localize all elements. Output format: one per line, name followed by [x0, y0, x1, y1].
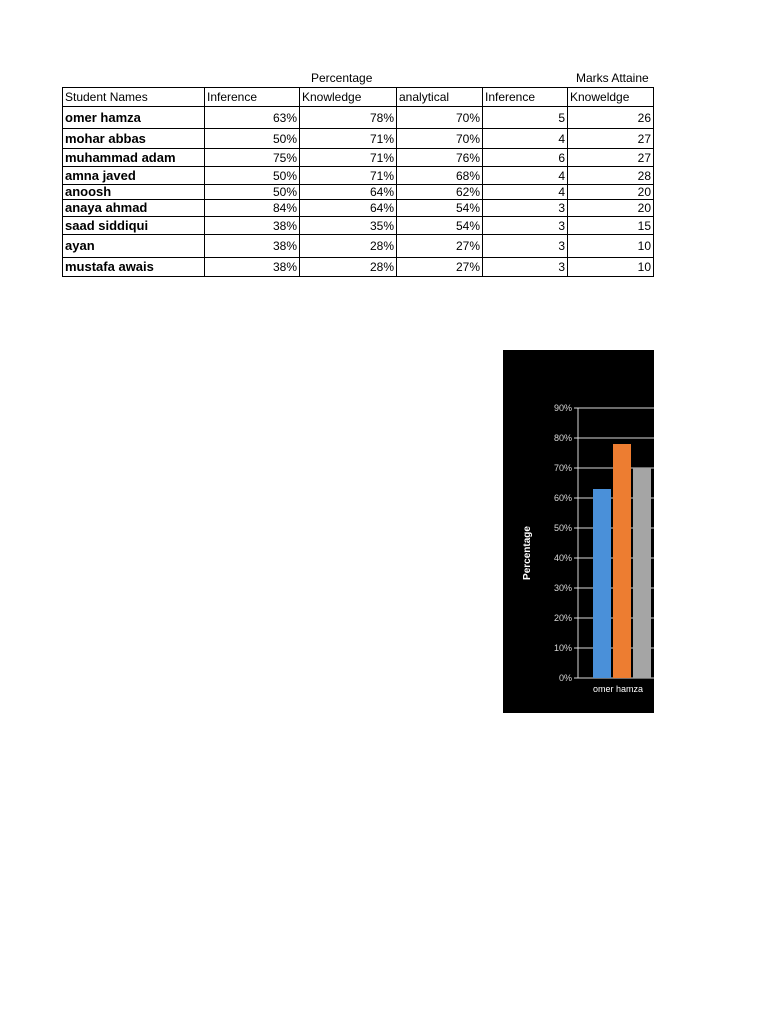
knowledge-pct-cell[interactable]: 28% [300, 258, 397, 277]
inference-marks-cell[interactable]: 3 [483, 235, 568, 258]
analytical-pct-cell[interactable]: 62% [397, 185, 483, 200]
knowledge-marks-cell[interactable]: 20 [568, 185, 654, 200]
knowledge-pct-cell[interactable]: 71% [300, 129, 397, 149]
inference-marks-cell[interactable]: 4 [483, 167, 568, 185]
col-header-inference-marks[interactable]: Inference [483, 88, 568, 107]
y-tick-label: 80% [553, 433, 572, 443]
bar-chart [503, 350, 654, 713]
student-name-cell[interactable]: anoosh [63, 185, 205, 200]
knowledge-pct-cell[interactable]: 71% [300, 167, 397, 185]
analytical-pct-cell[interactable]: 27% [397, 235, 483, 258]
table-row [63, 107, 654, 129]
y-axis-title: Percentage [522, 526, 533, 580]
knowledge-marks-cell[interactable]: 10 [568, 235, 654, 258]
inference-pct-cell[interactable]: 50% [205, 185, 300, 200]
bar [593, 489, 611, 678]
analytical-pct-cell[interactable]: 54% [397, 217, 483, 235]
inference-marks-cell[interactable]: 3 [483, 200, 568, 217]
knowledge-pct-cell[interactable]: 64% [300, 185, 397, 200]
inference-marks-cell[interactable]: 4 [483, 185, 568, 200]
knowledge-marks-cell[interactable]: 26 [568, 107, 654, 129]
col-header-inference-pct[interactable]: Inference [205, 88, 300, 107]
student-name-cell[interactable]: mohar abbas [63, 129, 205, 149]
col-header-knowledge-marks[interactable]: Knoweldge [568, 88, 654, 107]
percentage-group-header: Percentage [311, 71, 373, 85]
bar [613, 444, 631, 678]
knowledge-marks-cell[interactable]: 27 [568, 149, 654, 167]
student-name-cell[interactable]: anaya ahmad [63, 200, 205, 217]
table-row [63, 167, 654, 185]
analytical-pct-cell[interactable]: 70% [397, 107, 483, 129]
y-tick-label: 0% [558, 673, 572, 683]
bar [633, 468, 651, 678]
col-header-analytical-pct[interactable]: analytical [397, 88, 483, 107]
knowledge-marks-cell[interactable]: 20 [568, 200, 654, 217]
student-name-cell[interactable]: muhammad adam [63, 149, 205, 167]
y-tick-label: 30% [553, 583, 572, 593]
y-tick-label: 60% [553, 493, 572, 503]
inference-marks-cell[interactable]: 3 [483, 217, 568, 235]
table-row [63, 185, 654, 200]
y-tick-label: 70% [553, 463, 572, 473]
student-name-cell[interactable]: omer hamza [63, 107, 205, 129]
analytical-pct-cell[interactable]: 70% [397, 129, 483, 149]
knowledge-marks-cell[interactable]: 28 [568, 167, 654, 185]
x-tick-label: omer hamza [593, 684, 644, 694]
knowledge-pct-cell[interactable]: 78% [300, 107, 397, 129]
student-name-cell[interactable]: ayan [63, 235, 205, 258]
y-tick-label: 50% [553, 523, 572, 533]
y-tick-label: 40% [553, 553, 572, 563]
table-row [63, 217, 654, 235]
inference-pct-cell[interactable]: 38% [205, 235, 300, 258]
analytical-pct-cell[interactable]: 76% [397, 149, 483, 167]
student-name-cell[interactable]: amna javed [63, 167, 205, 185]
analytical-pct-cell[interactable]: 27% [397, 258, 483, 277]
inference-pct-cell[interactable]: 50% [205, 167, 300, 185]
col-header-knowledge-pct[interactable]: Knowledge [300, 88, 397, 107]
knowledge-pct-cell[interactable]: 35% [300, 217, 397, 235]
inference-marks-cell[interactable]: 6 [483, 149, 568, 167]
col-header-student-names[interactable]: Student Names [63, 88, 205, 107]
table-row [63, 258, 654, 277]
inference-pct-cell[interactable]: 38% [205, 258, 300, 277]
table-row [63, 129, 654, 149]
student-table [62, 87, 654, 277]
inference-pct-cell[interactable]: 63% [205, 107, 300, 129]
inference-marks-cell[interactable]: 5 [483, 107, 568, 129]
knowledge-marks-cell[interactable]: 15 [568, 217, 654, 235]
analytical-pct-cell[interactable]: 54% [397, 200, 483, 217]
header-row [63, 88, 654, 107]
inference-marks-cell[interactable]: 3 [483, 258, 568, 277]
inference-pct-cell[interactable]: 75% [205, 149, 300, 167]
inference-pct-cell[interactable]: 38% [205, 217, 300, 235]
chart-object[interactable] [503, 350, 654, 713]
y-tick-label: 90% [553, 403, 572, 413]
knowledge-pct-cell[interactable]: 71% [300, 149, 397, 167]
table-row [63, 200, 654, 217]
table-row [63, 149, 654, 167]
inference-pct-cell[interactable]: 50% [205, 129, 300, 149]
marks-group-header: Marks Attaine [576, 71, 649, 85]
table-row [63, 235, 654, 258]
inference-marks-cell[interactable]: 4 [483, 129, 568, 149]
knowledge-pct-cell[interactable]: 28% [300, 235, 397, 258]
y-tick-label: 20% [553, 613, 572, 623]
knowledge-marks-cell[interactable]: 27 [568, 129, 654, 149]
knowledge-pct-cell[interactable]: 64% [300, 200, 397, 217]
inference-pct-cell[interactable]: 84% [205, 200, 300, 217]
student-name-cell[interactable]: saad siddiqui [63, 217, 205, 235]
y-tick-label: 10% [553, 643, 572, 653]
analytical-pct-cell[interactable]: 68% [397, 167, 483, 185]
knowledge-marks-cell[interactable]: 10 [568, 258, 654, 277]
student-name-cell[interactable]: mustafa awais [63, 258, 205, 277]
